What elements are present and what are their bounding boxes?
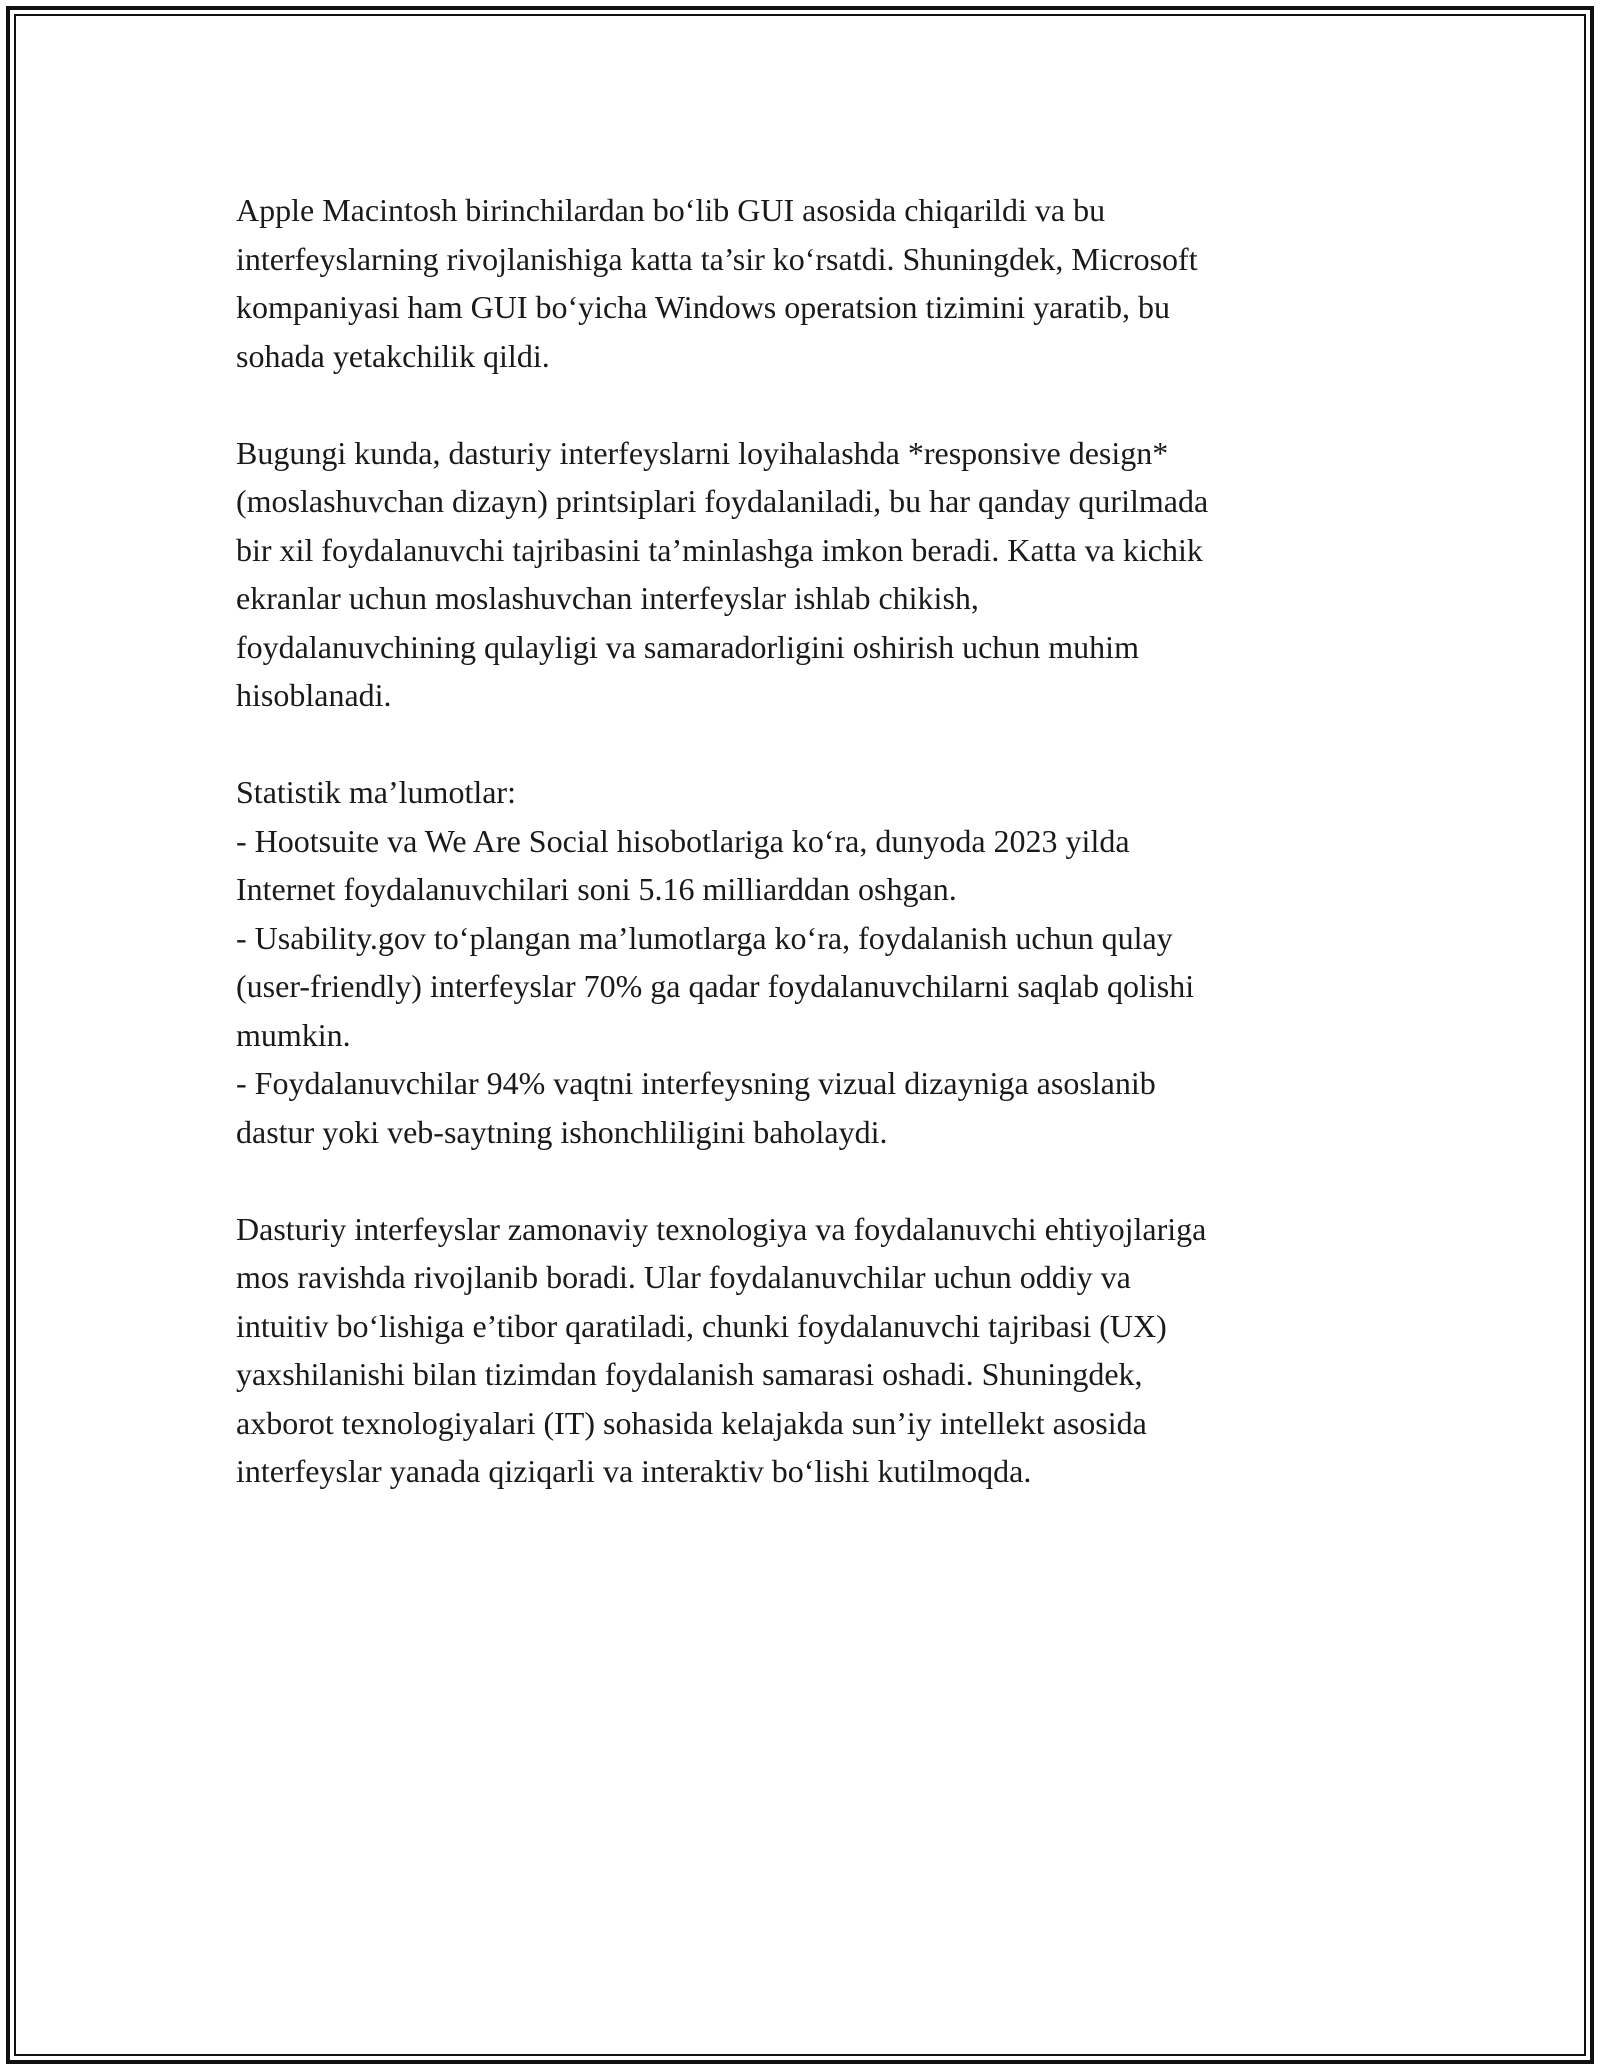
stat-item-user-retention: - Usability.gov to‘plangan ma’lumotlarga ko‘ra, foydalanish uchun qulay (user-friendly) interfeyslar 70% ga qadar foydalanuvchilarni saqlab qolishi mumkin. — [236, 919, 1195, 1053]
stat-item-internet-users: - Hootsuite va We Are Social hisobotlariga ko‘ra, dunyoda 2023 yilda Internet foydalanuvchilari soni 5.16 milliarddan oshgan. — [236, 822, 1130, 907]
statistics-heading: Statistik ma’lumotlar: — [236, 774, 516, 810]
paragraph-responsive-design: Bugungi kunda, dasturiy interfeyslarni loyihalashda *responsive design* (moslashuvchan dizayn) printsiplari foydalaniladi, bu har qanday qurilmada bir xil foydalanuvchi tajribasini ta’minlashga imkon beradi. Katta va kichik ekranlar uchun moslashuvchan interfeyslar ishlab chikish, foydalanuvchining qulayligi va samaradorligini oshirish uchun muhim hisoblanadi. — [236, 434, 1209, 713]
stat-item-visual-trust: - Foydalanuvchilar 94% vaqtni interfeysning vizual dizayniga asoslanib dastur yoki veb-saytning ishonchliligini baholaydi. — [236, 1065, 1156, 1150]
paragraph-future-interfaces: Dasturiy interfeyslar zamonaviy texnologiya va foydalanuvchi ehtiyojlariga mos ravishda rivojlanib boradi. Ular foydalanuvchilar uchun oddiy va intuitiv bo‘lishiga e’tibor qaratiladi, chunki foydalanuvchi tajribasi (UX) yaxshilanishi bilan tizimdan foydalanish samarasi oshadi. Shuningdek, axborot texnologiyalari (IT) sohasida kelajakda sun’iy intellekt asosida interfeyslar yanada qiziqarli va interaktiv bo‘lishi kutilmoqda. — [236, 1210, 1207, 1489]
statistics-section — [236, 768, 1376, 1156]
document-body — [236, 186, 1376, 1544]
paragraph-macintosh-gui: Apple Macintosh birinchilardan bo‘lib GUI asosida chiqarildi va bu interfeyslarning rivojlanishiga katta ta’sir ko‘rsatdi. Shuningdek, Microsoft kompaniyasi ham GUI bo‘yicha Windows operatsion tizimini yaratib, bu sohada yetakchilik qildi. — [236, 192, 1198, 374]
